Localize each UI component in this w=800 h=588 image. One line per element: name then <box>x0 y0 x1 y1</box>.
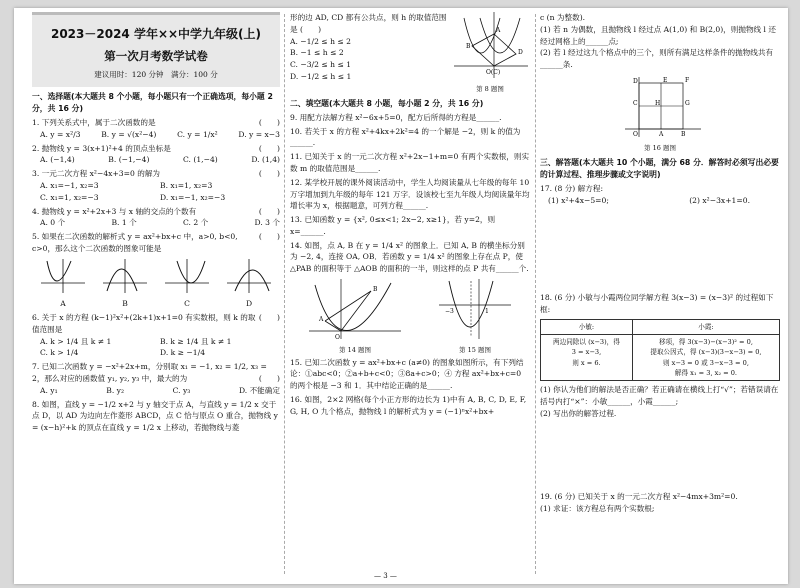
column-2 <box>290 8 530 584</box>
page-number: — 3 — <box>374 572 397 580</box>
options <box>32 385 280 397</box>
option-d: D. 不能确定 <box>238 385 280 395</box>
option-a: A. (−1,4) <box>40 155 75 165</box>
graph-label-d: D <box>245 299 253 309</box>
graph-option-a <box>39 257 87 311</box>
question-stem: 7. 已知二次函数 y = −x²+2x+m，分别取 x₁ = −1, x₂ = 1/2, x₃ = 2，那么对应的函数值 y₁, y₂, y₃ 中，最大的为 <box>32 362 267 383</box>
option-d: D. k ≥ −1/4 <box>160 348 206 358</box>
answer-paren: ( ) <box>258 143 280 153</box>
table-header-xiaomin: 小敏: <box>541 319 633 334</box>
option-d: D. −1/2 ≤ h ≤ 1 <box>290 71 352 81</box>
question-19: 19. (6 分) 已知关于 x 的一元二次方程 x²−4mx+3m²=0. <box>540 492 738 502</box>
question-stem: 8. 如图，直线 y = −1/2 x+2 与 y 轴交于点 A，与直线 y = 1/2 x 交于点 D，以 AD 为边向左作菱形 ABCD，点 C 恰与原点 O 重合，抛物线 y = (x−h)²+k 的顶点在直线 y = 1/2 x 上移动，若抛物线与菱 <box>32 399 278 433</box>
option-a: A. 0 个 <box>40 218 66 228</box>
grid-label: A <box>659 130 664 138</box>
options <box>32 336 280 360</box>
question-stem: 4. 抛物线 y = x²+2x+3 与 x 轴的交点的个数有 <box>32 206 197 216</box>
question-6 <box>32 312 280 359</box>
svg-text:B: B <box>466 43 471 50</box>
option-a: A. y = x²/3 <box>40 129 81 139</box>
question-stem: 1. 下列关系式中，属于二次函数的是 <box>32 118 156 128</box>
question-stem: 3. 一元二次方程 x²−4x+3=0 的解为 <box>32 169 161 179</box>
grid-label: H <box>655 99 661 107</box>
option-c: C. 2 个 <box>183 218 209 228</box>
graph-option-d <box>225 257 273 311</box>
table-cell-xiaomin <box>541 335 633 381</box>
graph-option-c <box>163 257 211 311</box>
svg-text:−3: −3 <box>445 307 454 315</box>
column-3 <box>540 8 780 584</box>
figure-8-caption: 第 8 题图 <box>476 84 504 93</box>
rhombus-parabola-figure <box>450 8 530 80</box>
grid-label: E <box>663 76 668 84</box>
solution-line: 移项，得 3(x−3)−(x−3)² = 0, <box>658 338 753 347</box>
svg-text:O: O <box>335 333 340 341</box>
options <box>32 129 280 141</box>
question-10: 10. 若关于 x 的方程 x²+4kx+2k²=4 的一个解是 −2，则 k 的值为______. <box>290 126 521 148</box>
question-9: 9. 用配方法解方程 x²−6x+5=0，配方后所得的方程是______. <box>290 112 502 122</box>
svg-text:A: A <box>496 27 501 34</box>
graph-option-b <box>101 257 149 311</box>
parabola-triangle-figure <box>305 277 405 341</box>
question-14: 14. 如图，点 A, B 在 y = 1/4 x² 的图象上．已知 A, B 的横坐标分别为 −2, 4，连接 OA, OB．若函数 y = 1/4 x² 的图象上存在点 P，使 △PAB 的面积等于 △AOB 的面积的一半，则这样的点 P 共有______个. <box>290 240 529 274</box>
parabola-graph-icon <box>225 257 273 295</box>
answer-paren: ( ) <box>300 24 322 34</box>
grid-label: D <box>633 77 638 85</box>
question-2 <box>32 143 280 167</box>
question-18: 18. (6 分) 小敏与小霞两位同学解方程 3(x−3) = (x−3)² 的过程如下框: <box>540 293 774 315</box>
question-8 <box>32 399 280 434</box>
parabola-roots-figure <box>435 277 515 341</box>
question-stem: 2. 抛物线 y = 3(x+1)²+4 的顶点坐标是 <box>32 143 171 153</box>
svg-text:B: B <box>373 285 378 293</box>
answer-space <box>540 206 780 290</box>
figure-8 <box>450 8 530 94</box>
figures-14-15 <box>290 277 530 355</box>
question-4 <box>32 206 280 230</box>
figure-14 <box>305 277 405 355</box>
graph-label-c: C <box>184 299 190 309</box>
section-3-heading: 三、解答题(本大题共 10 个小题，满分 68 分．解答时必须写出必要的计算过程、推理步骤或文字说明) <box>540 157 779 179</box>
figure-16 <box>540 75 780 153</box>
option-b: B. y₂ <box>106 385 125 395</box>
solution-line: 解得 x₁ = 3, x₂ = 0. <box>674 368 738 377</box>
question-17-part-1: (1) x²+4x−5=0; <box>548 195 609 205</box>
exam-subtitle: 第一次月考数学试卷 <box>104 48 208 63</box>
question-17-part-2: (2) x²−3x+1=0. <box>689 195 750 205</box>
option-a: A. k > 1/4 且 k ≠ 1 <box>40 336 112 346</box>
solution-line: 3 = x−3, <box>571 348 602 357</box>
svg-text:O(C): O(C) <box>486 69 501 76</box>
section-2-heading: 二、填空题(本大题共 8 小题，每小题 2 分，共 16 分) <box>290 98 484 108</box>
graph-label-a: A <box>60 299 66 309</box>
svg-text:1: 1 <box>485 307 489 315</box>
figure-14-caption: 第 14 题图 <box>339 345 371 354</box>
exam-info: 建议用时：120 分钟 满分：100 分 <box>94 70 218 80</box>
question-19-part-1: (1) 求证：该方程总有两个实数根; <box>540 504 655 514</box>
option-c: C. x₁=1, x₂=−3 <box>40 192 99 202</box>
question-8-continued <box>290 8 530 94</box>
answer-paren: ( ) <box>258 313 280 323</box>
parabola-graph-icon <box>101 257 149 295</box>
answer-space <box>540 419 780 489</box>
answer-paren: ( ) <box>258 373 280 383</box>
section-1-heading: 一、选择题(本大题共 8 个小题，每小题只有一个正确选项，每小题 2 分，共 16 分) <box>32 92 273 114</box>
question-18-part-1: (1) 你认为他们的解法是否正确？若正确请在横线上打“√”；若错误请在括号内打“×”：小敏______，小霞______; <box>540 384 779 406</box>
option-c: C. y = 1/x² <box>177 129 218 139</box>
question-18-part-2: (2) 写出你的解答过程. <box>540 408 617 418</box>
question-16-line: c (n 为整数). <box>540 13 586 22</box>
parabola-graph-icon <box>39 257 87 295</box>
svg-text:A: A <box>319 315 324 323</box>
column-1 <box>32 8 280 584</box>
column-divider <box>535 14 536 574</box>
solution-line: 则 x = 6. <box>572 358 601 367</box>
question-3 <box>32 168 280 203</box>
question-12: 12. 某学校开展的课外阅读活动中，学生人均阅读量从七年级的每年 10 万字增加到九年级的每年 121 万字．设该校七至九年级人均阅读量年均增长率为 x，根据题意，可列方程______. <box>290 177 530 211</box>
question-stem: 形的边 AD, CD 都有公共点，则 h 的取值范围是 <box>290 13 447 34</box>
question-stem: 6. 关于 x 的方程 (k−1)²x²+(2k+1)x+1=0 有实数根，则 k 的取值范围是 <box>32 313 256 334</box>
grid-label: C <box>633 99 638 107</box>
exam-page <box>14 8 788 584</box>
option-b: B. −1 ≤ h ≤ 2 <box>290 48 344 58</box>
option-b: B. (−1,−4) <box>108 155 150 165</box>
question-13: 13. 已知函数 y = {x², 0≤x<1; 2x−2, x≥1}，若 y=2，则 x=______. <box>290 215 496 236</box>
option-c: C. y₃ <box>172 385 191 395</box>
question-16-part-2: (2) 若 l 经过这九个格点中的三个，则所有满足这样条件的抛物线共有______条. <box>540 48 774 70</box>
option-d: D. y = x−3 <box>238 129 280 139</box>
answer-paren: ( ) <box>258 232 280 242</box>
exam-title: 2023－2024 学年××中学九年级(上) <box>50 27 262 41</box>
solution-line: 提取公因式，得 (x−3)(3−x−3) = 0, <box>650 348 762 357</box>
option-b: B. k ≥ 1/4 且 k ≠ 1 <box>160 336 232 346</box>
question-stem: 5. 如果在二次函数的解析式 y = ax²+bx+c 中，a>0, b<0, c>0，那么这个二次函数的图象可能是 <box>32 232 238 253</box>
question-15: 15. 已知二次函数 y = ax²+bx+c (a≠0) 的图象如图所示，有下列结论：①abc<0；②a+b+c<0；③8a+c>0；④ 方程 ax²+bx+c=0 的两个根是 −3 和 1．其中结论正确的是______. <box>290 357 524 391</box>
question-1 <box>32 117 280 141</box>
option-c: C. −3/2 ≤ h ≤ 1 <box>290 60 352 70</box>
option-b: B. x₁=1, x₂=3 <box>160 181 213 191</box>
options <box>32 154 280 166</box>
solution-line: 两边同除以 (x−3)，得 <box>553 338 620 347</box>
question-16: 16. 如图，2×2 网格(每个小正方形的边长为 1)中有 A, B, C, D, E, F, G, H, O 九个格点，抛物线 l 的解析式为 y = (−1)ⁿx²+bx+ <box>290 394 527 416</box>
grid-points-figure <box>615 75 705 139</box>
question-5 <box>32 231 280 310</box>
question-17-parts <box>540 195 780 207</box>
figure-15 <box>435 277 515 355</box>
option-c: C. (1,−4) <box>183 155 218 165</box>
grid-label: F <box>685 76 690 84</box>
solution-table <box>540 319 780 381</box>
graph-label-b: B <box>122 299 128 309</box>
option-b: B. y = √(x²−4) <box>101 129 157 139</box>
option-a: A. −1/2 ≤ h ≤ 2 <box>290 36 351 46</box>
answer-paren: ( ) <box>258 118 280 128</box>
question-16-part-1: (1) 若 n 为偶数，且抛物线 l 经过点 A(1,0) 和 B(2,0)，则抛物线 l 还经过网格上的______点; <box>540 24 776 46</box>
grid-label: O <box>633 130 638 138</box>
question-7 <box>32 361 280 396</box>
answer-paren: ( ) <box>258 206 280 216</box>
figure-16-caption: 第 16 题图 <box>644 143 676 152</box>
grid-label: G <box>685 99 690 107</box>
column-divider <box>284 14 285 574</box>
answer-graphs <box>32 257 280 311</box>
option-d: D. 3 个 <box>254 218 280 228</box>
option-a: A. x₁=−1, x₂=3 <box>40 181 99 191</box>
question-17: 17. (8 分) 解方程: <box>540 183 604 193</box>
options <box>32 217 280 229</box>
figure-15-caption: 第 15 题图 <box>459 345 491 354</box>
exam-header <box>32 12 280 87</box>
options <box>32 180 280 204</box>
option-d: D. x₁=−1, x₂=−3 <box>160 192 226 202</box>
option-b: B. 1 个 <box>111 218 137 228</box>
table-cell-xiaoxia <box>632 335 779 381</box>
table-header-xiaoxia: 小霞: <box>632 319 779 334</box>
parabola-graph-icon <box>163 257 211 295</box>
option-c: C. k > 1/4 <box>40 348 79 358</box>
solution-line: 则 x−3 = 0 或 3−x−3 = 0, <box>662 358 749 367</box>
answer-paren: ( ) <box>258 169 280 179</box>
option-a: A. y₁ <box>40 385 58 395</box>
question-16-continued <box>540 12 780 71</box>
svg-text:D: D <box>518 49 523 56</box>
grid-label: B <box>681 130 686 138</box>
question-11: 11. 已知关于 x 的一元二次方程 x²+2x−1+m=0 有两个实数根，则实数 m 的取值范围是______. <box>290 152 530 173</box>
option-d: D. (1,4) <box>251 155 280 165</box>
